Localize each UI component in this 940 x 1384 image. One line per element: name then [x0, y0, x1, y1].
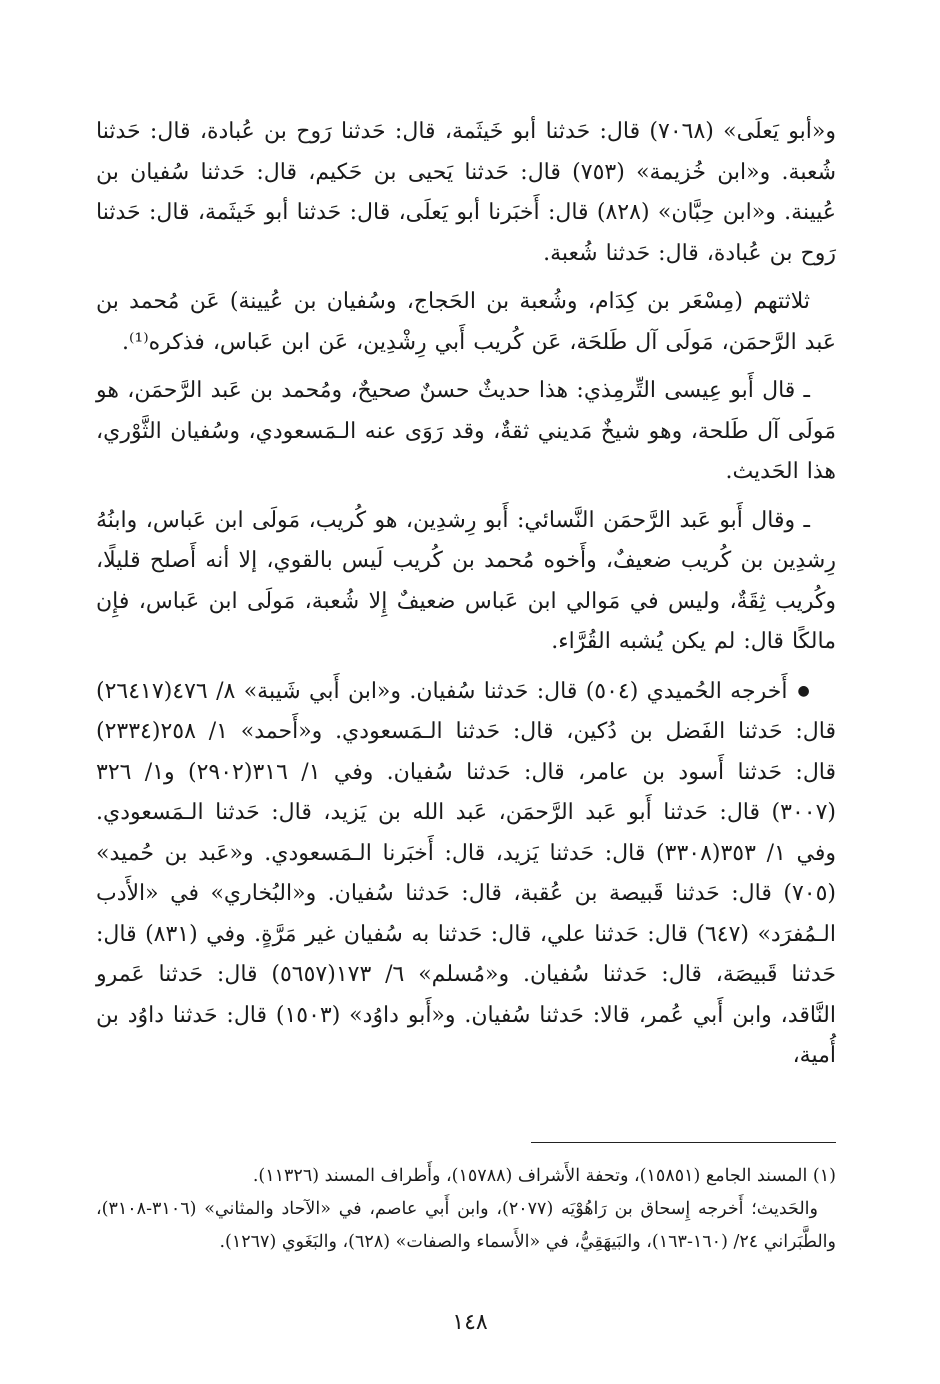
paragraph-sources-1: و«أبو يَعلَى» (٧٠٦٨) قال: حَدثنا أبو خَيثَمة، قال: حَدثنا رَوح بن عُبادة، قال: حَدثنا شُعبة. و«ابن خُزيمة» (٧٥٣) قال: حَدثنا يَحيى بن حَكيم، قال: حَدثنا سُفيان بن عُيينة. و«ابن حِبَّان» (٨٢٨) قال: أَخبَرنا أبو يَعلَى، قال: حَدثنا أبو خَيثَمة، قال: حَدثنا رَوح بن عُبادة، قال: حَدثنا شُعبة. [96, 119, 837, 266]
paragraph-chain-summary: ثلاثتهم (مِسْعَر بن كِدَام، وشُعبة بن الحَجاج، وسُفيان بن عُيينة) عَن مُحمد بن عَبد الرَّحمَن، مَولَى آل طَلحَة، عَن كُريب أَبي رِشْدِين، عَن ابن عَباس، فذكره⁽¹⁾. [96, 289, 836, 355]
paragraph-nasai-comment: ـ وقال أَبو عَبد الرَّحمَن النَّسائي: أَبو رِشدِين، هو كُريب، مَولَى ابن عَباس، وابنُهُ رِشدِين بن كُريب ضعيفٌ، وأَخوه مُحمد بن كُريب لَيس بالقوي، إلا أنه أَصلح قليلًا، وكُريب ثِقَةٌ، وليس في مَوالي ابن عَباس ضعيفٌ إِلا شُعبة، مَولَى ابن عَباس، فإِن مالكًا قال: لم يكن يُشبه القُرَّاء. [96, 507, 836, 654]
paragraph-takhrij [96, 671, 836, 1077]
bullet-icon [787, 679, 810, 704]
page-number: ١٤٨ [452, 1310, 488, 1335]
footnotes [96, 1160, 836, 1259]
paragraph-takhrij-text: أَخرجه الحُميدي (٥٠٤) قال: حَدثنا سُفيان. و«ابن أَبي شَيبة» ٨/ ٤٧٦(٢٦٤١٧) قال: حَدثنا الفَضل بن دُكين، قال: حَدثنا الـمَسعودي. و«أَحمد» ١/ ٢٥٨(٢٣٣٤) قال: حَدثنا أَسود بن عامر، قال: حَدثنا سُفيان. وفي ١/ ٣١٦(٢٩٠٢) و١/ ٣٢٦ (٣٠٠٧) قال: حَدثنا أَبو عَبد الرَّحمَن، عَبد الله بن يَزيد، قال: حَدثنا الـمَسعودي. وفي ١/ ٣٥٣(٣٣٠٨) قال: حَدثنا يَزيد، قال: أَخبَرنا الـمَسعودي. و«عَبد بن حُميد» (٧٠٥) قال: حَدثنا قَبيصة بن عُقبة، قال: حَدثنا سُفيان. و«البُخاري» في «الأَدب الـمُفرَد» (٦٤٧) قال: حَدثنا علي، قال: حَدثنا به سُفيان غير مَرَّةٍ. وفي (٨٣١) قال: حَدثنا قَبيصَة، قال: حَدثنا سُفيان. و«مُسلم» ٦/ ١٧٣(٥٦٥٧) قال: حَدثنا عَمرو النَّاقد، وابن أَبي عُمر، قالا: حَدثنا سُفيان. و«أَبو داوُد» (١٥٠٣) قال: حَدثنا داوُد بن أُمية، [96, 678, 837, 1068]
footnote-separator [531, 1142, 836, 1143]
footnote-1-continuation: والحَديث؛ أَخرجه إِسحاق بن رَاهُوْيَه (٢٠٧٧)، وابن أَبي عاصم، في «الآحاد والمثاني» (٣١٠٦-٣١٠٨)، والطَّبَراني ٢٤/ (١٦٠-١٦٣)، والبَيهَقِيُّ، في «الأَسماء والصفات» (٦٢٨)، والبَغَوي (١٢٦٧). [96, 1199, 836, 1252]
paragraph-tirmidhi-comment: ـ قال أَبو عِيسى التِّرمِذي: هذا حديثٌ حسنٌ صحيحٌ، ومُحمد بن عَبد الرَّحمَن، هو مَولَى آل طَلحة، وهو شيخٌ مَديني ثقةٌ، وقد رَوَى عنه الـمَسعودي، وسُفيان الثَّوْري، هذا الحَديث. [96, 378, 836, 484]
footnote-1: (١) المسند الجامع (١٥٨٥١)، وتحفة الأَشراف (١٥٧٨٨)، وأَطراف المسند (١١٣٢٦). [252, 1166, 836, 1186]
